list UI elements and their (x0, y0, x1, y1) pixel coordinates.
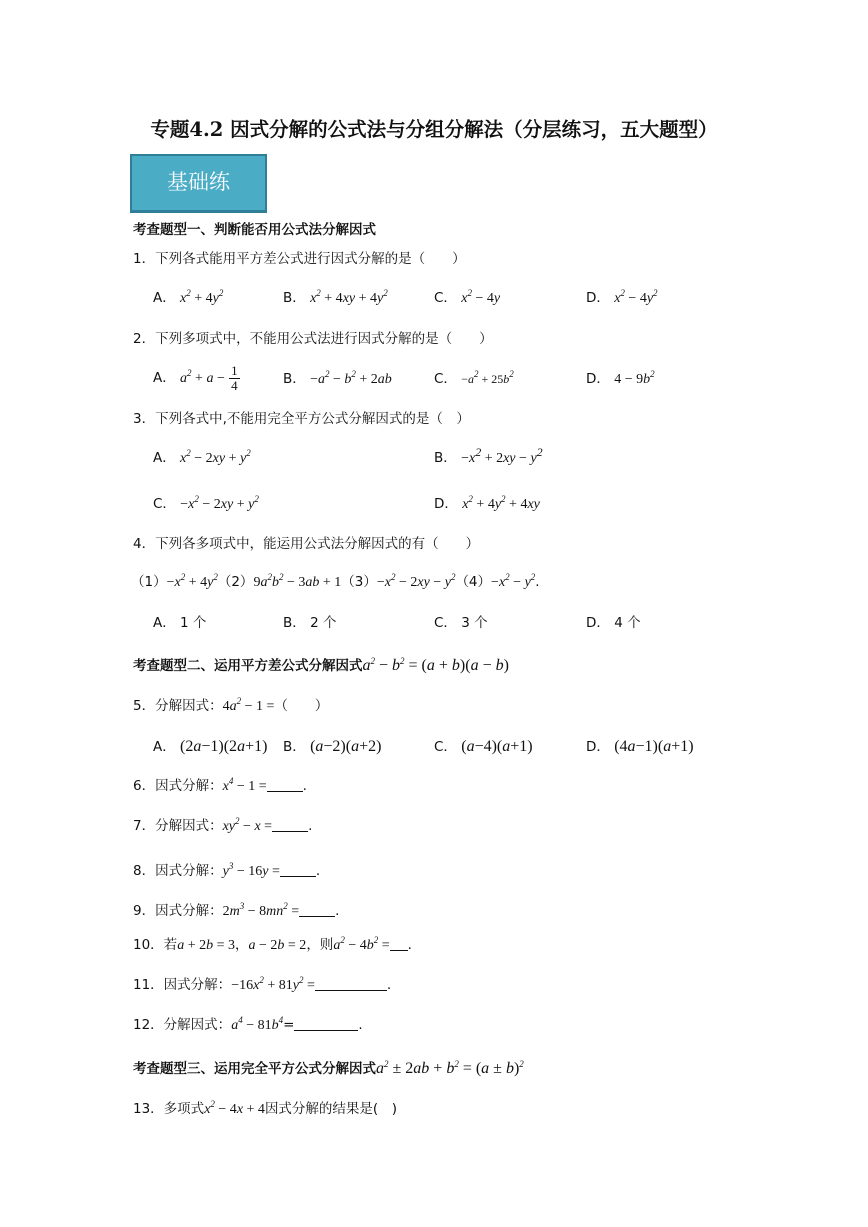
section-heading-2: 考查题型二、运用平方差公式分解因式$a^2 - b^2 = (a + b)(a - b)$ (133, 656, 509, 674)
q4-option-b: B． 2 个 (283, 615, 337, 631)
q5-option-b: B． (a−2)(a+2) (283, 738, 382, 755)
question-10: 10．若a + 2b = 3，a − 2b = 2，则$a^2 - 4b^2$ = . (133, 935, 412, 953)
question-3: 3．下列各式中,不能用完全平方公式分解因式的是（ ） (133, 411, 470, 427)
q4-option-c: C． 3 个 (434, 615, 488, 631)
q3-option-a: A． $x^2 - 2xy + y^2$ (153, 448, 251, 466)
question-13: 13．多项式$x^2 - 4x + 4$因式分解的结果是( ) (133, 1099, 397, 1117)
q1-option-d: D． $x^2 - 4y^2$ (586, 288, 658, 306)
question-12: 12．分解因式：$a^4 - 81b^4=$ . (133, 1015, 363, 1033)
q5-option-a: A． (2a−1)(2a+1) (153, 738, 268, 755)
question-6: 6．因式分解：$x^4 - 1$ = . (133, 776, 307, 794)
q2-option-d: D． $4 - 9b^2$ (586, 369, 655, 387)
q2-option-a: A． $a^2 + a$ − $\frac{1}{4}$ (153, 363, 238, 393)
question-7: 7．分解因式：$xy^2 - x$ = . (133, 816, 313, 834)
question-4: 4．下列各多项式中，能运用公式法分解因式的有（ ） (133, 536, 480, 552)
q1-option-a: A． $x^2 + 4y^2$ (153, 288, 224, 306)
question-9: 9．因式分解：$2m^3 - 8mn^2$ = . (133, 901, 340, 919)
q2-option-c: C． $-a^2 + 25b^2$ (434, 369, 514, 387)
q4-option-a: A． 1 个 (153, 615, 207, 631)
page-title: 专题4.2 因式分解的公式法与分组分解法（分层练习，五大题型） (150, 118, 718, 141)
q3-option-d: D． $x^2 + 4y^2 + 4xy$ (434, 494, 540, 512)
q4-option-d: D． 4 个 (586, 615, 641, 631)
q3-option-c: C． $-x^2 - 2xy + y^2$ (153, 494, 259, 512)
section-heading-3: 考查题型三、运用完全平方公式分解因式$a^2 \pm 2ab + b^2 = (a \pm b)^2$ (133, 1059, 524, 1077)
question-2: 2．下列多项式中，不能用公式法进行因式分解的是（ ） (133, 331, 493, 347)
question-5: 5．分解因式：$4a^2 - 1$ =（ ） (133, 696, 329, 714)
q2-option-b: B． $-a^2 - b^2 + 2ab$ (283, 369, 392, 387)
q1-option-b: B． $x^2 + 4xy + 4y^2$ (283, 288, 388, 306)
q5-option-c: C． (a−4)(a+1) (434, 738, 533, 755)
q3-option-b: B． $-x^2 + 2xy - y^2$ (434, 445, 543, 466)
question-1: 1．下列各式能用平方差公式进行因式分解的是（ ） (133, 251, 466, 267)
q5-option-d: D． (4a−1)(a+1) (586, 738, 694, 755)
q1-option-c: C． $x^2 - 4y$ (434, 288, 501, 306)
question-11: 11．因式分解：$-16x^2 + 81y^2$ = . (133, 975, 392, 993)
section-heading-1: 考查题型一、判断能否用公式法分解因式 (133, 222, 376, 238)
level-badge: 基础练 (130, 154, 267, 213)
q4-items: $(1)-x^2 + 4y^2(2)9a^2b^2 - 3ab + 1(3)-x^2 - 2xy - y^2(4)-x^2 - y^2$. (131, 572, 540, 590)
question-8: 8．因式分解：$y^3 - 16y$ = . (133, 861, 321, 879)
